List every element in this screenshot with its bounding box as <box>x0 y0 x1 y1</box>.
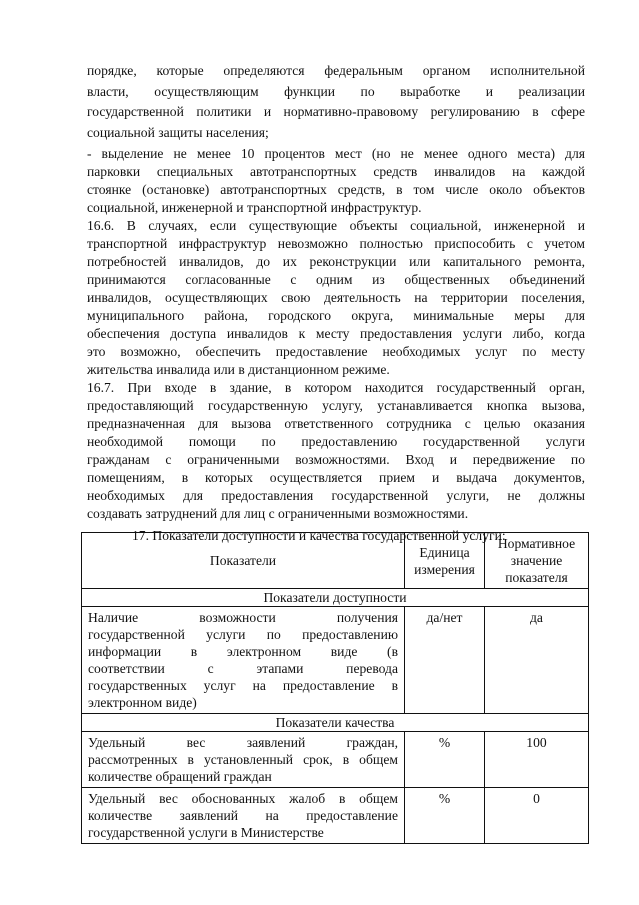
unit-cell: % <box>405 788 485 844</box>
paragraph-line: необходимой помощи по предоставлению государственной услуги <box>87 434 585 449</box>
paragraph-line: гражданам с ограниченными возможностями. Вход и передвижение по <box>87 452 585 467</box>
paragraph-line: инвалидов, осуществляющих свою деятельность на территории поселения, <box>87 290 585 305</box>
section-quality-title: Показатели качества <box>82 714 589 732</box>
paragraph-line: стоянке (остановке) автотранспортных средств, в том числе около объектов <box>87 182 585 197</box>
paragraph-line: 16.6. В случаях, если существующие объекты социальной, инженерной и <box>87 218 585 233</box>
paragraph-line: принимаются согласованные с одним из общественных объединений <box>87 272 585 287</box>
paragraph-line: предоставляющий государственную услугу, устанавливается кнопка вызова, <box>87 398 585 413</box>
paragraph-line: создавать затруднений для лиц с ограниченными возможностями. <box>87 506 469 521</box>
header-unit: Единица измерения <box>405 533 485 589</box>
paragraph-line: предназначенная для вызова ответственного сотрудника с целью оказания <box>87 416 585 431</box>
paragraph-line: социальной, инженерной и транспортной инфраструктур. <box>87 200 422 215</box>
paragraph-line: жительства инвалида или в дистанционном режиме. <box>87 362 390 377</box>
indicators-table <box>81 532 589 844</box>
indicator-cell: Наличие возможности получения государственной услуги по предоставлению информации в электронном виде (в соответствии с этапами перевода государственных услуг на предоставление в электронном виде) <box>82 607 405 714</box>
paragraph-line: потребностей инвалидов, до их реконструкции или капитального ремонта, <box>87 254 585 269</box>
section-heading: 17. Показатели доступности и качества государственной услуги: <box>132 528 506 543</box>
section-row-access <box>82 589 589 607</box>
paragraph-line: муниципального района, городского округа, минимальные меры для <box>87 308 585 323</box>
paragraph-line: необходимых для предоставления государственной услуги, не должны <box>87 488 585 503</box>
indicator-cell: Удельный вес заявлений граждан, рассмотренных в установленный срок, в общем количестве обращений граждан <box>82 732 405 788</box>
value-cell: 0 <box>485 788 589 844</box>
section-row-quality <box>82 714 589 732</box>
value-cell: да <box>485 607 589 714</box>
paragraph-line: государственной политики и нормативно-правовому регулированию в сфере <box>87 104 585 119</box>
paragraph-line: обеспечения доступа инвалидов к месту предоставления услуги либо, когда <box>87 326 585 341</box>
table-row <box>82 788 589 844</box>
paragraph-line: помещениям, в которых осуществляется прием и выдача документов, <box>87 470 585 485</box>
paragraph-line: 16.7. При входе в здание, в котором находится государственный орган, <box>87 380 585 395</box>
table-header-row <box>82 533 589 589</box>
table-row <box>82 732 589 788</box>
paragraph-line: транспортной инфраструктур невозможно полностью приспособить с учетом <box>87 236 585 251</box>
unit-cell: % <box>405 732 485 788</box>
indicator-cell: Удельный вес обоснованных жалоб в общем количестве заявлений на предоставление государственной услуги в Министерстве <box>82 788 405 844</box>
header-normative: Нормативное значение показателя <box>485 533 589 589</box>
paragraph-line: власти, осуществляющим функции по выработке и реализации <box>87 84 585 99</box>
paragraph-line: социальной защиты населения; <box>87 125 269 140</box>
value-cell: 100 <box>485 732 589 788</box>
unit-cell: да/нет <box>405 607 485 714</box>
section-access-title: Показатели доступности <box>82 589 589 607</box>
paragraph-line: - выделение не менее 10 процентов мест (но не менее одного места) для <box>87 146 585 161</box>
paragraph-line: порядке, которые определяются федеральным органом исполнительной <box>87 63 585 78</box>
header-indicators: Показатели <box>82 533 405 589</box>
table-row <box>82 607 589 714</box>
paragraph-line: это возможно, обеспечить предоставление необходимых услуг по месту <box>87 344 585 359</box>
paragraph-line: парковки специальных автотранспортных средств инвалидов на каждой <box>87 164 585 179</box>
